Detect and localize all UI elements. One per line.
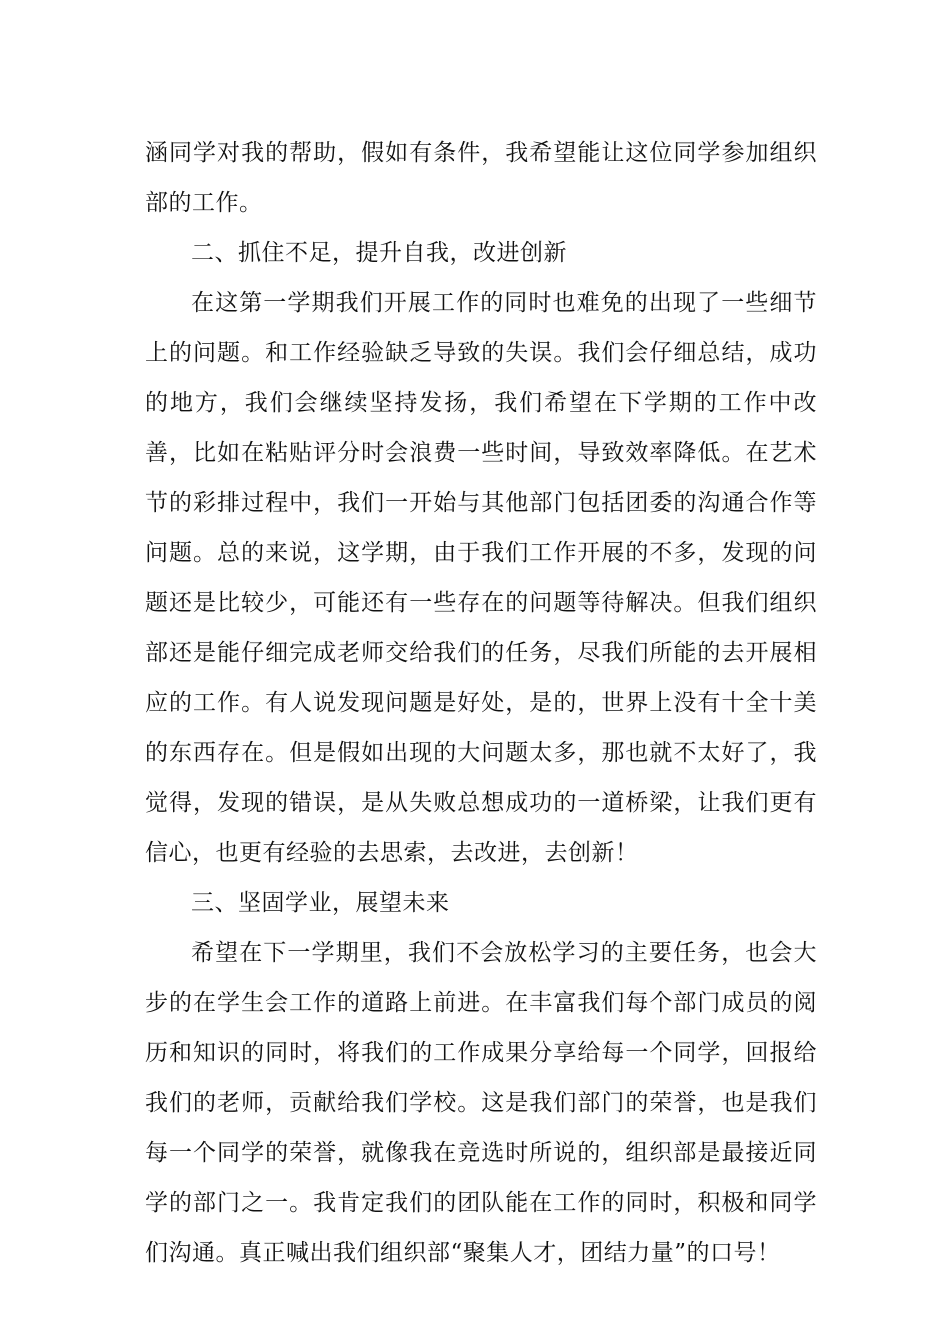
continuation-paragraph: 涵同学对我的帮助，假如有条件，我希望能让这位同学参加组织部的工作。 (145, 140, 817, 216)
body-paragraph-outlook: 希望在下一学期里，我们不会放松学习的主要任务，也会大步的在学生会工作的道路上前进。在丰富我们每个部门成员的阅历和知识的同时，将我们的工作成果分享给每一个同学，回报给我们的老师，贡献给我们学校。这是我们部门的荣誉，也是我们每一个同学的荣誉，就像我在竞选时所说的，组织部是最接近同学的部门之一。我肯定我们的团队能在工作的同时，积极和同学们沟通。真正喊出我们组织部“聚集人才，团结力量”的口号！ (145, 940, 817, 1266)
body-paragraph-problems: 在这第一学期我们开展工作的同时也难免的出现了一些细节上的问题。和工作经验缺乏导致的失误。我们会仔细总结，成功的地方，我们会继续坚持发扬，我们希望在下学期的工作中改善，比如在粘贴评分时会浪费一些时间，导致效率降低。在艺术节的彩排过程中，我们一开始与其他部门包括团委的沟通合作等问题。总的来说，这学期，由于我们工作开展的不多，发现的问题还是比较少，可能还有一些存在的问题等待解决。但我们组织部还是能仔细完成老师交给我们的任务，尽我们所能的去开展相应的工作。有人说发现问题是好处，是的，世界上没有十全十美的东西存在。但是假如出现的大问题太多，那也就不太好了，我觉得，发现的错误，是从失败总想成功的一道桥梁，让我们更有信心，也更有经验的去思索，去改进，去创新！ (145, 290, 817, 866)
section-heading-three: 三、坚固学业，展望未来 (191, 890, 450, 916)
document-body (145, 128, 817, 1278)
section-heading-two: 二、抓住不足，提升自我，改进创新 (191, 240, 567, 266)
